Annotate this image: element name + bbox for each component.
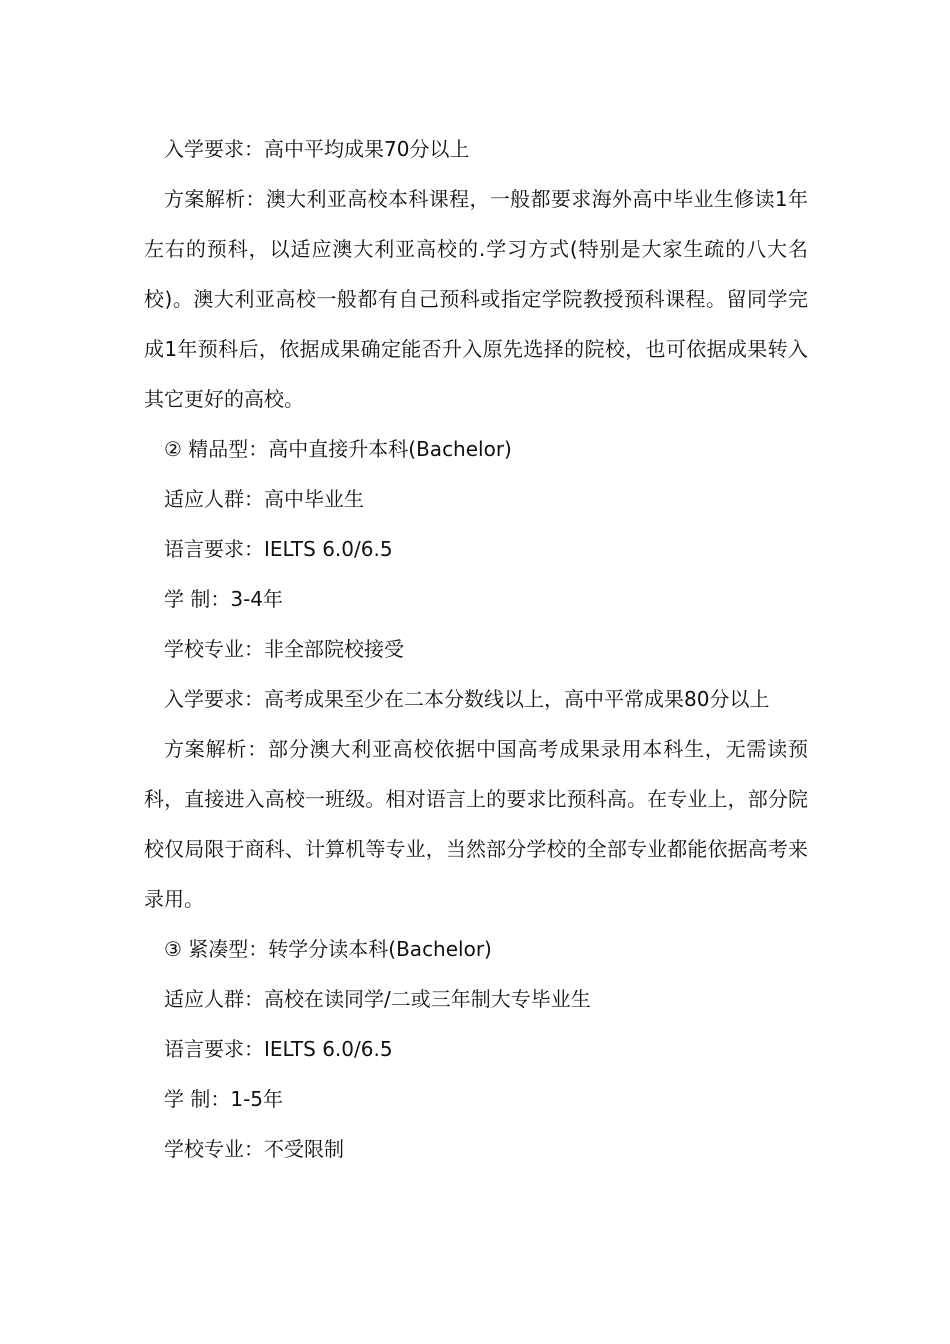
paragraph-plan-analysis-1: 方案解析：澳大利亚高校本科课程，一般都要求海外高中毕业生修读1年左右的预科，以适应澳大利亚高校的.学习方式(特别是大家生疏的八大名校)。澳大利亚高校一般都有自己预科或指定学院教授预科课程。留同学完成1年预科后，依据成果确定能否升入原先选择的院校，也可依据成果转入其它更好的高校。 (144, 187, 808, 411)
paragraph-plan-analysis-2: 方案解析：部分澳大利亚高校依据中国高考成果录用本科生，无需读预科，直接进入高校一班级。相对语言上的要求比预科高。在专业上，部分院校仅局限于商科、计算机等专业，当然部分学校的全部专业都能依据高考来录用。 (144, 737, 808, 911)
paragraph-language-requirement-2: 语言要求：IELTS 6.0/6.5 (164, 537, 393, 561)
paragraph-target-group-3: 适应人群：高校在读同学/二或三年制大专毕业生 (164, 987, 591, 1011)
document-body (144, 124, 808, 1174)
paragraph-duration-3: 学 制：1-5年 (164, 1087, 284, 1111)
paragraph-majors-2: 学校专业：非全部院校接受 (164, 637, 404, 661)
paragraph-option-3-heading: ③ 紧凑型：转学分读本科(Bachelor) (164, 937, 492, 961)
paragraph-admission-requirement-2: 入学要求：高考成果至少在二本分数线以上，高中平常成果80分以上 (164, 687, 770, 711)
paragraph-majors-3: 学校专业：不受限制 (164, 1137, 344, 1161)
paragraph-language-requirement-3: 语言要求：IELTS 6.0/6.5 (164, 1037, 393, 1061)
paragraph-target-group-2: 适应人群：高中毕业生 (164, 487, 364, 511)
paragraph-option-2-heading: ② 精品型：高中直接升本科(Bachelor) (164, 437, 512, 461)
paragraph-admission-requirement-1: 入学要求：高中平均成果70分以上 (164, 137, 470, 161)
paragraph-duration-2: 学 制：3-4年 (164, 587, 284, 611)
